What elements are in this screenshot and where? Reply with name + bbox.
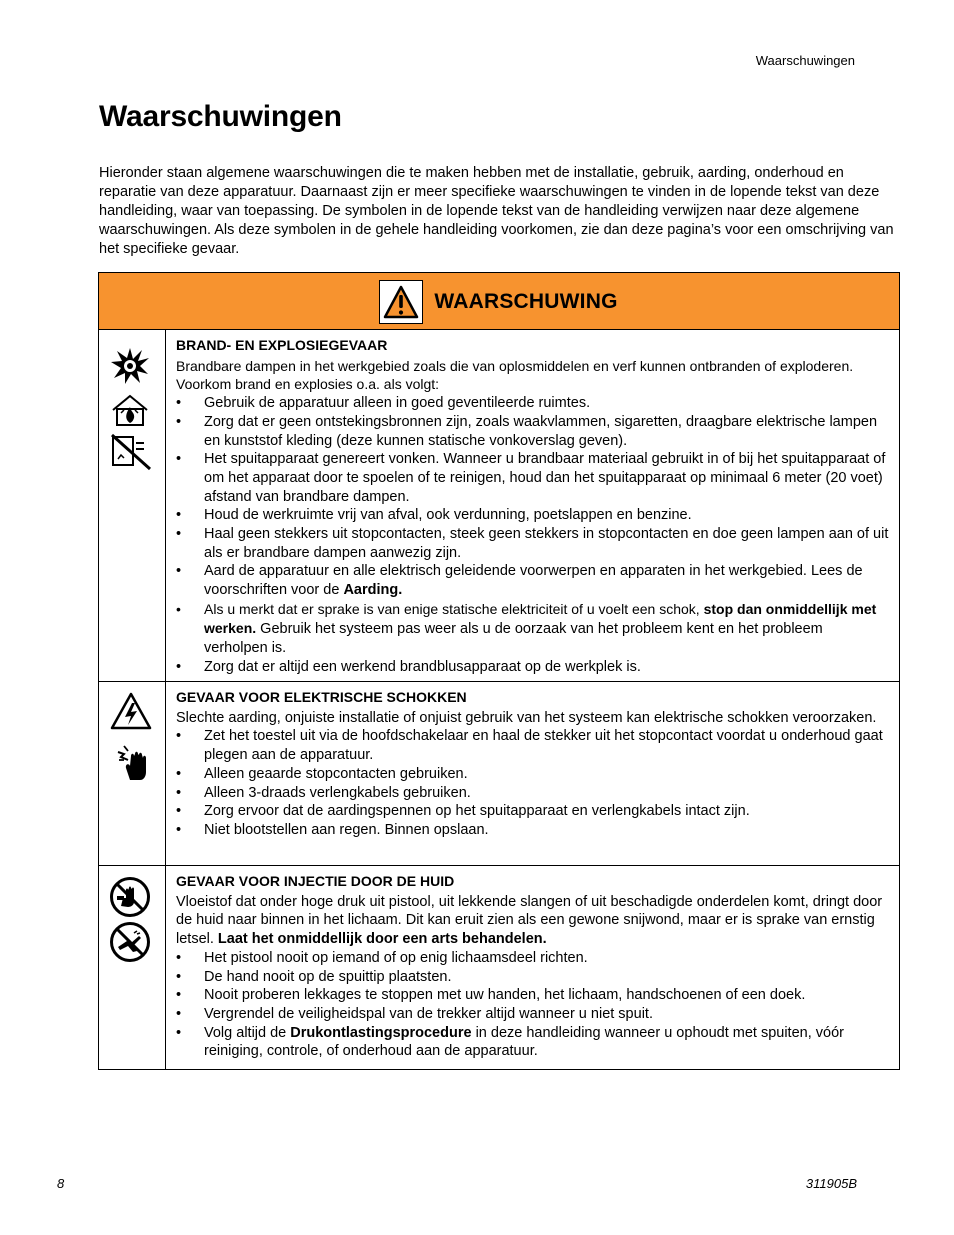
section-title: BRAND- EN EXPLOSIEGEVAAR: [176, 337, 388, 353]
section-title: GEVAAR VOOR ELEKTRISCHE SCHOKKEN: [176, 689, 467, 705]
electric-icons-cell: [99, 682, 166, 865]
list-item: • Haal geen stekkers uit stopcontacten, steek geen stekkers in stopcontacten en doe geen lampen aan of uit als er brandbare dampen aanwezig zijn.: [176, 526, 889, 561]
list-item: • Zet het toestel uit via de hoofdschakelaar en haal de stekker uit het stopcontact voordat u onderhoud gaat plegen aan de apparatuur.: [176, 728, 883, 764]
warning-header: [99, 273, 899, 330]
list-item: • Houd de werkruimte vrij van afval, ook verdunning, poetslappen en benzine.: [176, 507, 692, 524]
skin-injection-text: [166, 866, 899, 1069]
house-fire-icon: [109, 393, 151, 427]
list-item: • Nooit proberen lekkages te stoppen met uw handen, het lichaam, handschoenen of een doek.: [176, 987, 806, 1004]
electric-shock-icon: [110, 692, 152, 730]
explosion-icon: [110, 346, 150, 386]
hand-shock-icon: [116, 742, 156, 782]
no-spray-at-body-icon: [109, 921, 151, 963]
document-number: 311905B: [805, 1176, 857, 1191]
no-hand-on-tip-icon: [109, 876, 151, 918]
list-item: • Gebruik de apparatuur alleen in goed geventileerde ruimtes.: [176, 395, 591, 412]
warning-triangle-icon: [380, 281, 422, 323]
no-spray-sparks-icon: [110, 431, 152, 471]
fire-explosion-row: [99, 330, 899, 682]
list-item: • Zorg dat er altijd een werkend brandblusapparaat op de werkplek is.: [176, 658, 641, 675]
warning-table: [98, 272, 900, 1070]
fire-explosion-text: [166, 330, 899, 681]
section-intro: Brandbare dampen in het werkgebied zoals die van oplosmiddelen en verf kunnen ontbranden of exploderen. Voorkom brand en explosies o.a. als volgt:: [176, 357, 854, 393]
list-item: • Alleen geaarde stopcontacten gebruiken.: [176, 765, 468, 782]
skin-injection-row: [99, 866, 899, 1069]
list-item: • De hand nooit op de spuittip plaatsten.: [176, 968, 452, 985]
list-item: • Aard de apparatuur en alle elektrisch geleidende voorwerpen en apparaten in het werkgebied. Lees de voorschriften voor de Aarding.: [176, 563, 863, 599]
list-item: • Vergrendel de veiligheidspal van de trekker altijd wanneer u niet spuit.: [176, 1005, 653, 1022]
page-title: Waarschuwingen: [99, 100, 342, 133]
list-item: • Zorg dat er geen ontstekingsbronnen zijn, zoals waakvlammen, sigaretten, draagbare elektrische lampen en kunststof kleding (deze kunnen statische vonkoverslag geven).: [176, 413, 878, 449]
section-intro: Vloeistof dat onder hoge druk uit pistool, uit lekkende slangen of uit beschadigde onderdelen komt, dringt door de huid naar binnen in het lichaam. Dit kan eruit zien als een gewone snijwond, maar er is sprake van ernstig letsel. Laat het onmiddellijk door een arts behandelen.: [176, 893, 883, 948]
bullet-list: [176, 949, 889, 1061]
section-intro: Slechte aarding, onjuiste installatie of onjuist gebruik van het systeem kan elektrische schokken veroorzaken.: [176, 709, 877, 726]
bullet-list: [176, 727, 889, 839]
list-item: • Volg altijd de Drukontlastingsprocedure in deze handleiding wanneer u ophoudt met spuiten, vóór reiniging, controle, of onderhoud aan de apparatuur.: [176, 1024, 844, 1060]
bullet-list: [176, 394, 889, 677]
intro-paragraph: Hieronder staan algemene waarschuwingen die te maken hebben met de installatie, gebruik, aarding, onderhoud en reparatie van deze apparatuur. Daarnaast zijn er meer specifieke waarschuwingen te vinden in de lopende tekst van deze handleiding, waar van toepassing. De symbolen in de lopende tekst van de handleiding verwijzen naar deze algemene waarschuwingen. Als deze symbolen in de gehele handleiding voorkomen, zie dan deze pagina’s voor een omschrijving van het specifieke gevaar.: [99, 165, 894, 257]
warning-header-label: WAARSCHUWING: [434, 290, 618, 313]
electric-shock-text: [166, 682, 899, 865]
list-item: • Zorg ervoor dat de aardingspennen op het spuitapparaat en verlengkabels intact zijn.: [176, 803, 750, 820]
page-number: 8: [57, 1176, 65, 1191]
running-head: Waarschuwingen: [755, 53, 855, 68]
section-title: GEVAAR VOOR INJECTIE DOOR DE HUID: [176, 873, 455, 889]
list-item: • Niet blootstellen aan regen. Binnen opslaan.: [176, 821, 489, 838]
injection-icons-cell: [99, 866, 166, 1069]
list-item: • Het pistool nooit op iemand of op enig lichaamsdeel richten.: [176, 949, 588, 966]
list-item: • Het spuitapparaat genereert vonken. Wanneer u brandbaar materiaal gebruikt in of bij het spuitapparaat of om het apparaat door te spoelen of te reinigen, houd dan het spuitapparaat op minimaal 6 meter (20 voet) afstand van brandbare dampen.: [176, 451, 886, 505]
fire-icons-cell: [99, 330, 166, 681]
electric-shock-row: [99, 682, 899, 866]
list-item: • Als u merkt dat er sprake is van enige statische elektriciteit of u voelt een schok, stop dan onmiddellijk met werken. Gebruik het systeem pas weer als u de oorzaak van het probleem kent en het probleem verholpen is.: [176, 600, 877, 657]
list-item: • Alleen 3-draads verlengkabels gebruiken.: [176, 784, 471, 801]
